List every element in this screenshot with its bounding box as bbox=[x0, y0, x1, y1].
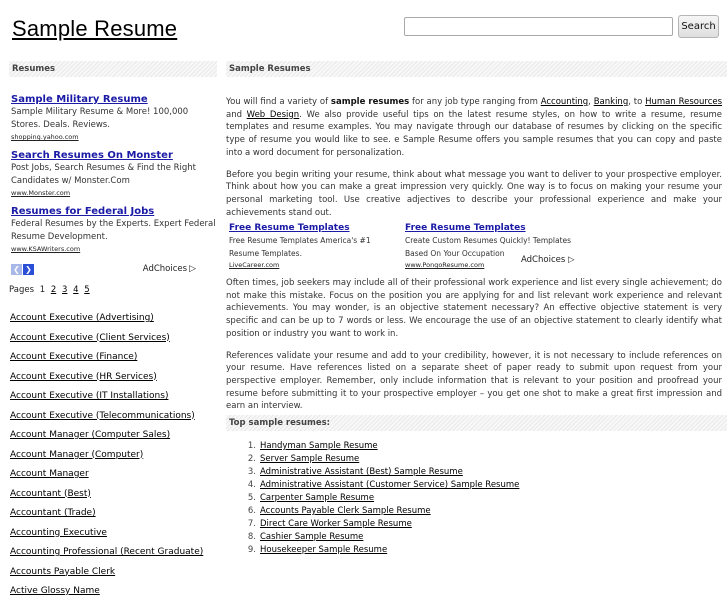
text: for any job type ranging from bbox=[409, 97, 541, 107]
page-current: 1 bbox=[39, 285, 46, 295]
list-item: 9. Housekeeper Sample Resume bbox=[247, 545, 388, 555]
ad-text: Free Resume Templates America's #1 Resume Templates. bbox=[229, 236, 371, 258]
experience-paragraph: Often times, job seekers may include all of their professional work experience and list every single achievement; do not make this mistake. Focus on the position you are applying for and list relevant work experience and relevant achievements. You may wonder, is an objective statement necessary? An effective objective statement is very specific and can be up to 7 words or less. We encourage the use of an objective statement to clearly identify what position or industry you want to work in. bbox=[226, 278, 722, 339]
ad-item bbox=[229, 222, 399, 270]
text: , to bbox=[628, 97, 646, 107]
top-resume-link[interactable]: Cashier Sample Resume bbox=[260, 532, 364, 542]
list-item: 7. Direct Care Worker Sample Resume bbox=[247, 519, 412, 529]
text: . We also provide useful tips on the latest resume styles, on how to write a resume, resume templates and resume examples. You may navigate through our database of resumes by clicking on the specific type of resume you would like to see. e Sample Resume offers you sample resumes that you can copy and paste into a word document for personalization. bbox=[226, 109, 722, 158]
adchoices-label: AdChoices bbox=[142, 264, 188, 274]
ad-url-link[interactable]: www.KSAWriters.com bbox=[11, 245, 81, 253]
advice-content bbox=[226, 277, 722, 422]
list-item: 6. Accounts Payable Clerk Sample Resume bbox=[247, 506, 431, 516]
ad-title-link[interactable]: Resumes for Federal Jobs bbox=[11, 206, 155, 217]
ad-title-link[interactable]: Free Resume Templates bbox=[229, 223, 350, 233]
adchoices-icon: ▷ bbox=[189, 264, 196, 274]
inline-ad-block bbox=[229, 222, 629, 269]
pages-label: Pages bbox=[9, 285, 35, 295]
intro-content bbox=[226, 96, 722, 228]
top-sample-resumes-list bbox=[244, 440, 519, 557]
left-ad-block bbox=[11, 93, 216, 261]
intro-paragraph bbox=[226, 96, 722, 160]
list-item: 3. Administrative Assistant (Best) Sample Resume bbox=[247, 467, 463, 477]
top-resume-link[interactable]: Administrative Assistant (Customer Service) Sample Resume bbox=[260, 480, 520, 490]
page-link[interactable]: 5 bbox=[84, 285, 90, 295]
page-link[interactable]: 2 bbox=[50, 285, 57, 295]
ad-title-link[interactable]: Free Resume Templates bbox=[405, 223, 526, 233]
category-link[interactable]: Account Executive (Finance) bbox=[10, 352, 138, 362]
ad-text: Post Jobs, Search Resumes & Find the Right Candidates w/ Monster.Com bbox=[11, 163, 197, 186]
page-link[interactable]: 3 bbox=[61, 285, 68, 295]
page-link[interactable]: 4 bbox=[73, 285, 79, 295]
category-link[interactable]: Account Executive (Telecommunications) bbox=[10, 410, 195, 421]
category-link[interactable]: Account Executive (HR Services) bbox=[10, 371, 157, 382]
adchoices-link[interactable] bbox=[521, 255, 575, 265]
web-design-link[interactable]: Web Design bbox=[246, 109, 300, 120]
top-resume-link[interactable]: Accounts Payable Clerk Sample Resume bbox=[260, 506, 431, 516]
ad-url-link[interactable]: www.PongoResume.com bbox=[405, 261, 485, 269]
ad-text: Federal Resumes by the Experts. Expert Federal Resume Development. bbox=[11, 219, 216, 242]
list-item: 4. Administrative Assistant (Customer Service) Sample Resume bbox=[247, 480, 520, 490]
sample-resumes-section-header: Sample Resumes bbox=[226, 61, 727, 77]
top-resume-link[interactable]: Server Sample Resume bbox=[260, 454, 360, 464]
adchoices-link[interactable] bbox=[143, 264, 196, 274]
category-link[interactable]: Account Manager bbox=[10, 469, 89, 479]
category-link[interactable]: Account Executive (Advertising) bbox=[10, 313, 154, 323]
banking-link[interactable]: Banking bbox=[593, 97, 629, 107]
resumes-section-header: Resumes bbox=[9, 61, 217, 77]
list-item: 1. Handyman Sample Resume bbox=[247, 441, 378, 451]
top-resume-link[interactable]: Carpenter Sample Resume bbox=[260, 493, 375, 503]
category-link[interactable]: Account Manager (Computer) bbox=[10, 449, 144, 460]
list-item: 2. Server Sample Resume bbox=[247, 454, 360, 464]
ad-prev-icon[interactable]: ❮ bbox=[11, 264, 22, 275]
text: , bbox=[588, 97, 594, 107]
ad-text: Create Custom Resumes Quickly! Templates Based On Your Occupation bbox=[405, 236, 572, 258]
category-link[interactable]: Accountant (Best) bbox=[10, 488, 91, 499]
resume-category-list bbox=[10, 309, 220, 602]
ad-title-link[interactable]: Sample Military Resume bbox=[11, 94, 148, 105]
adchoices-icon: ▷ bbox=[567, 255, 575, 265]
ad-title-link[interactable]: Search Resumes On Monster bbox=[11, 150, 173, 161]
category-link[interactable]: Account Executive (IT Installations) bbox=[10, 391, 169, 401]
pagination bbox=[9, 285, 90, 295]
ad-url-link[interactable]: LiveCareer.com bbox=[229, 261, 280, 269]
category-link[interactable]: Account Executive (Client Services) bbox=[10, 332, 170, 343]
search-button[interactable]: Search bbox=[678, 15, 719, 38]
top-resume-link[interactable]: Handyman Sample Resume bbox=[260, 441, 378, 451]
top-resume-link[interactable]: Housekeeper Sample Resume bbox=[260, 545, 388, 555]
ad-text: Sample Military Resume & More! 100,000 Stores. Deals. Reviews. bbox=[11, 107, 189, 130]
ad-next-icon[interactable]: ❯ bbox=[23, 264, 34, 275]
text: and bbox=[226, 109, 247, 120]
site-title-link[interactable]: Sample Resume bbox=[12, 16, 178, 41]
list-item: 5. Carpenter Sample Resume bbox=[247, 493, 375, 503]
category-link[interactable]: Accountant (Trade) bbox=[10, 508, 96, 518]
top-resume-link[interactable]: Direct Care Worker Sample Resume bbox=[260, 519, 412, 529]
adchoices-label: AdChoices bbox=[521, 255, 566, 265]
ad-item bbox=[11, 93, 216, 142]
ad-item bbox=[11, 205, 216, 254]
category-link[interactable]: Account Manager (Computer Sales) bbox=[10, 430, 171, 440]
resume-tips-paragraph: Before you begin writing your resume, think about what message you want to deliver to your prospective employer. Think about how you can make a great impression very quickly. One way is to focus on making your resume your personal marketing tool. Use creative adjectives to describe your professional experience and make your achievements stand out. bbox=[226, 169, 722, 218]
ad-item bbox=[11, 149, 216, 198]
category-link[interactable]: Accounting Professional (Recent Graduate) bbox=[10, 547, 204, 557]
accounting-link[interactable]: Accounting bbox=[540, 97, 589, 107]
top-sample-resumes-header: Top sample resumes: bbox=[226, 415, 727, 431]
references-paragraph: References validate your resume and add to your credibility, however, it is not necessary to include references on your resume. Have references listed on a separate sheet of paper ready to submit upon request from your perspective employer. Remember, only include information that is relevant to your position and proofread your resume before submitting it to your prospective employer – you get one shot to make a great first impression and earn an interview. bbox=[226, 350, 722, 412]
top-resume-link[interactable]: Administrative Assistant (Best) Sample Resume bbox=[260, 467, 463, 477]
sample-resumes-bold: sample resumes bbox=[330, 97, 410, 107]
category-link[interactable]: Accounts Payable Clerk bbox=[10, 566, 116, 577]
ad-footer bbox=[11, 264, 196, 276]
category-link[interactable]: Active Glossy Name bbox=[10, 586, 100, 596]
ad-url-link[interactable]: shopping.yahoo.com bbox=[11, 133, 79, 141]
category-link[interactable]: Accounting Executive bbox=[10, 527, 107, 538]
human-resources-link[interactable]: Human Resources bbox=[645, 97, 723, 107]
ad-url-link[interactable]: www.Monster.com bbox=[11, 189, 71, 197]
text: You will find a variety of bbox=[226, 97, 331, 107]
list-item: 8. Cashier Sample Resume bbox=[247, 532, 364, 542]
search-input[interactable] bbox=[404, 17, 673, 36]
